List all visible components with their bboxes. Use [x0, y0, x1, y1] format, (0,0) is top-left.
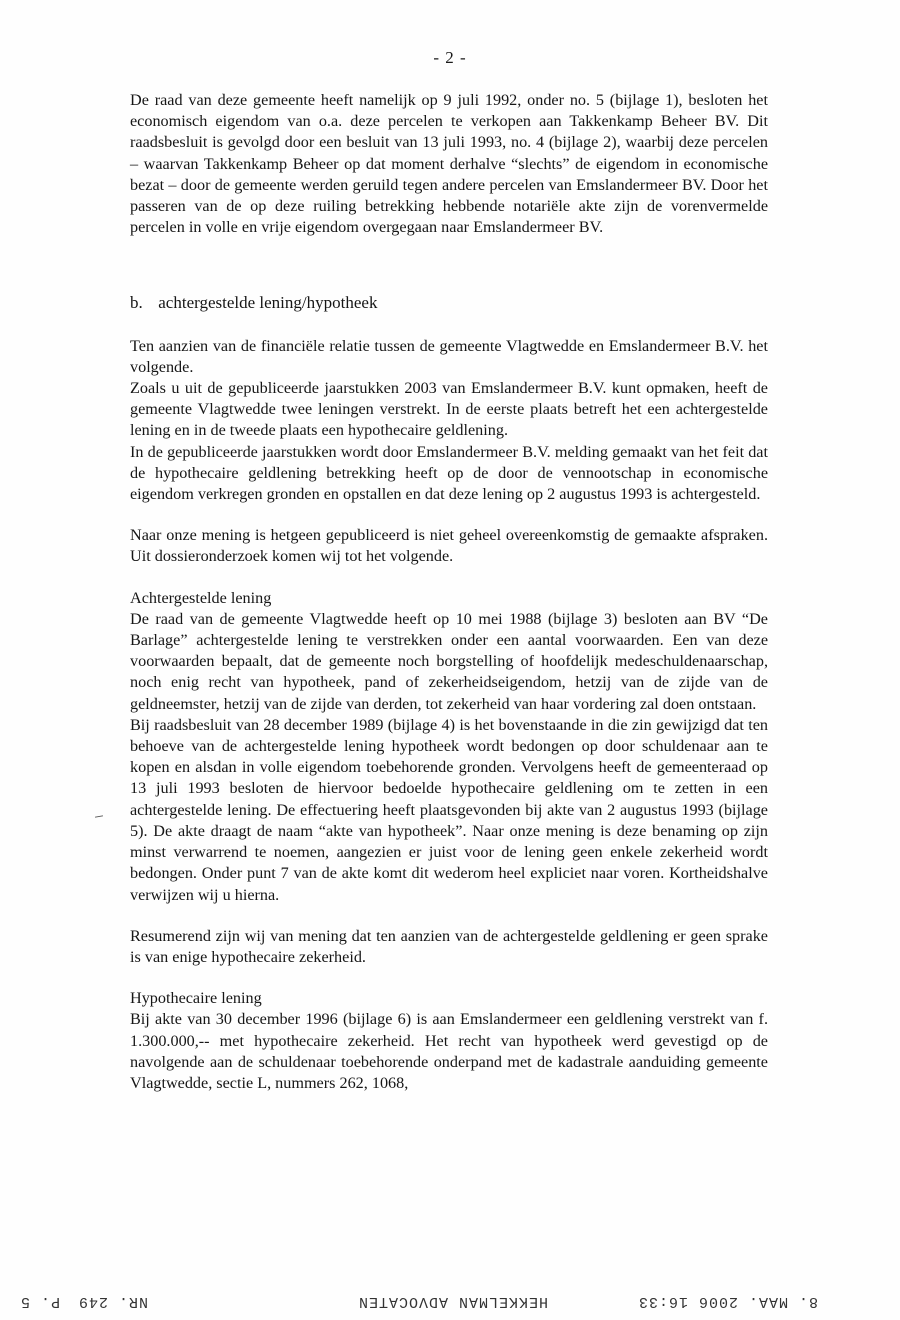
fax-number: NR. 249 [77, 1293, 148, 1310]
fax-sender: HEKKELMAN ADVOCATEN [357, 1293, 548, 1310]
section-b-paragraph: Ten aanzien van de financiële relatie tussen de gemeente Vlagtwedde en Emslandermeer B.V. het volgende. [130, 336, 768, 376]
achtergestelde-lening-heading: Achtergestelde lening [130, 588, 272, 607]
section-b-paragraph: In de gepubliceerde jaarstukken wordt door Emslandermeer B.V. melding gemaakt van het feit dat de hypothecaire geldlening betrekking heeft op de door de vennootschap in economische eigendom verkregen gronden en opstallen en dat deze lening op 2 augustus 1993 is achtergesteld. [130, 442, 768, 504]
section-b-paragraph: Zoals u uit de gepubliceerde jaarstukken 2003 van Emslandermeer B.V. kunt opmaken, heeft de gemeente Vlagtwedde twee leningen verstrekt. In de eerste plaats betreft het een achtergestelde lening en in de tweede plaats een hypothecaire geldlening. [130, 379, 768, 440]
opinion-paragraph: Naar onze mening is hetgeen gepubliceerd is niet geheel overeenkomstig de gemaakte afspraken. Uit dossieronderzoek komen wij tot het volgende. [130, 526, 768, 566]
section-b-label: b. [130, 293, 143, 313]
fax-page: P. 5 [19, 1293, 60, 1310]
section-b-title: achtergestelde lening/hypotheek [158, 293, 378, 313]
margin-mark [95, 815, 103, 817]
page-number: - 2 - [433, 48, 467, 67]
section-b-heading [130, 292, 768, 313]
hypothecaire-lening-heading: Hypothecaire lening [130, 989, 262, 1008]
achtergestelde-lening-paragraph: Bij raadsbesluit van 28 december 1989 (bijlage 4) is het bovenstaande in die zin gewijzigd dat ten behoeve van de achtergestelde lening hypotheek wordt bedongen op door schuldenaar aan te kopen en alsdan in volle eigendom toebehorende gronden. Vervolgens heeft de gemeenteraad op 13 juli 1993 besloten de hiervoor bedoelde hypothecaire geldlening om te zetten in een achtergestelde lening. De effectuering heeft plaatsgevonden bij akte van 2 augustus 1993 (bijlage 5). De akte draagt de naam “akte van hypotheek”. Naar onze mening is deze benaming op zijn minst verwarrend te noemen, aangezien er juist voor de lening geen enkele zekerheid wordt bedongen. Onder punt 7 van de akte komt dit wederom heel expliciet naar voren. Kortheidshalve verwijzen wij u hierna. [130, 715, 768, 904]
hypothecaire-lening-paragraph: Bij akte van 30 december 1996 (bijlage 6) is aan Emslandermeer een geldlening verstrekt van f. 1.300.000,-- met hypothecaire zekerheid. Het recht van hypotheek werd gevestigd op de navolgende aan de schuldenaar toebehorende onderpand met de kadastrale aanduiding gemeente Vlagtwedde, sectie L, nummers 262, 1068, [130, 1010, 768, 1092]
fax-date-time: 8. MAA. 2006 16:33 [637, 1293, 818, 1310]
intro-paragraph: De raad van deze gemeente heeft namelijk op 9 juli 1992, onder no. 5 (bijlage 1), besloten het economisch eigendom van o.a. deze percelen te verkopen aan Takkenkamp Beheer BV. Dit raadsbesluit is gevolgd door een besluit van 13 juli 1993, no. 4 (bijlage 2), waarbij deze percelen – waarvan Takkenkamp Beheer op dat moment derhalve “slechts” de eigendom in economische bezat – door de gemeente werden geruild tegen andere percelen van Emslandermeer BV. Door het passeren van de op deze ruiling betrekking hebbende notariële akte zijn de vorenvermelde percelen in volle en vrije eigendom overgegaan naar Emslandermeer BV. [130, 91, 768, 237]
achtergestelde-lening-paragraph: De raad van de gemeente Vlagtwedde heeft op 10 mei 1988 (bijlage 3) besloten aan BV “De Barlage” achtergestelde lening te verstrekken onder een aantal voorwaarden. Een van deze voorwaarden bepaalt, dat de gemeente noch borgstelling of hoofdelijk medeschuldenaarschap, noch enig recht van hypotheek, pand of zekerheidseigendom, hetzij van de zijde van de geldneemster, hetzij van de zijde van derden, tot zekerheid van haar vordering zal doen ontstaan. [130, 609, 768, 713]
document-body [130, 90, 768, 1094]
fax-transmission-header [0, 1286, 900, 1316]
summary-paragraph: Resumerend zijn wij van mening dat ten aanzien van de achtergestelde geldlening er geen sprake is van enige hypothecaire zekerheid. [130, 926, 768, 966]
